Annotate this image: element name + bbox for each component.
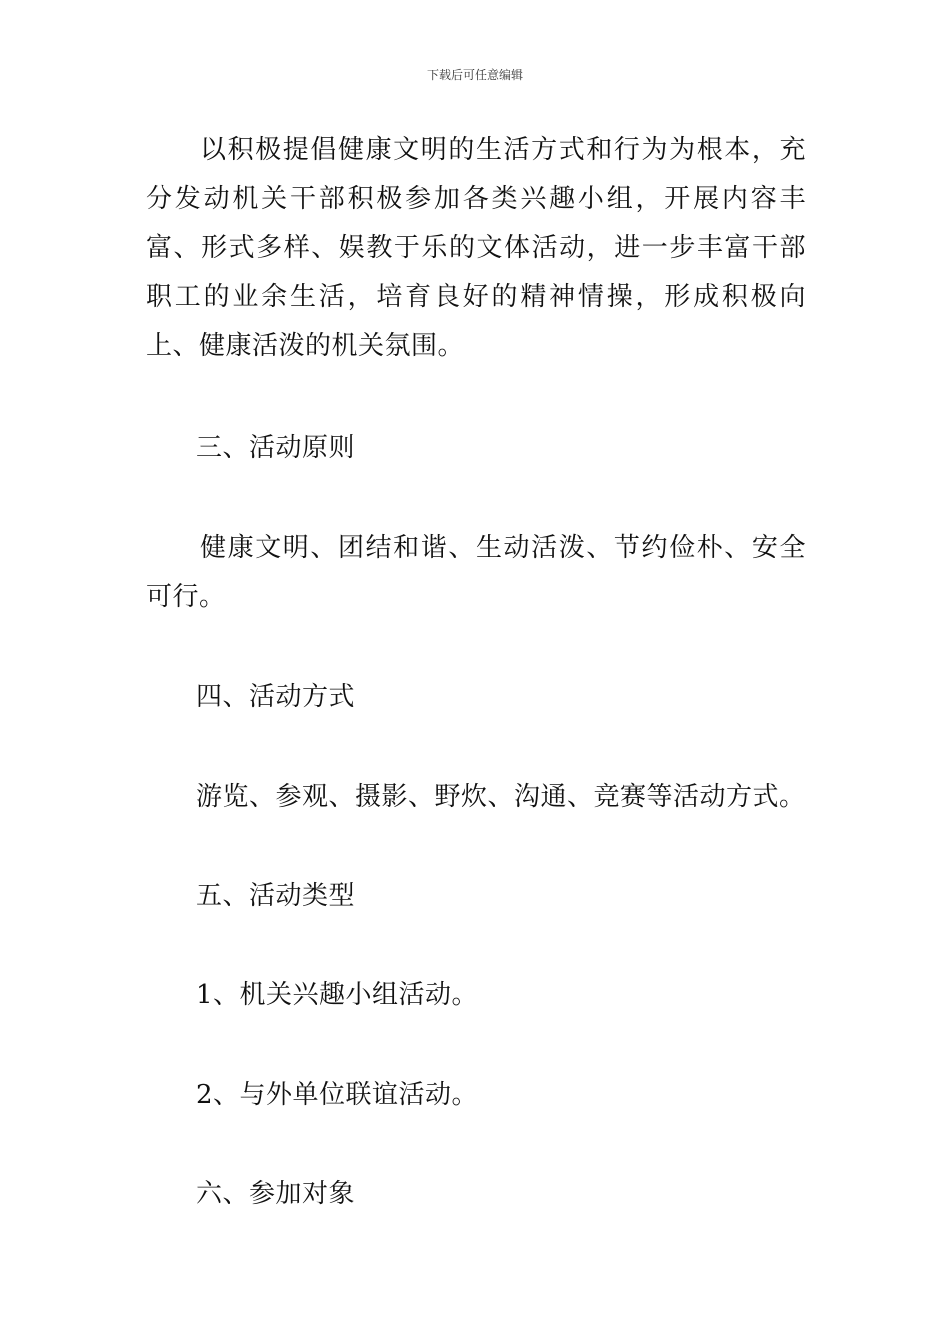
list-item-types-2: 2、与外单位联谊活动。: [196, 1080, 479, 1110]
principles-paragraph: 健康文明、团结和谐、生动活泼、节约俭朴、安全可行。: [146, 533, 806, 612]
intro-paragraph: 以积极提倡健康文明的生活方式和行为为根本，充分发动机关干部积极参加各类兴趣小组，开展内容丰富、形式多样、娱教于乐的文体活动，进一步丰富干部职工的业余生活，培育良好的精神情操，形成积极向上、健康活泼的机关氛围。: [146, 135, 806, 361]
section-heading-principles: 三、活动原则: [196, 433, 356, 463]
page-header-note: 下载后可任意编辑: [426, 68, 523, 82]
methods-paragraph: 游览、参观、摄影、野炊、沟通、竞赛等活动方式。: [196, 782, 806, 812]
section-heading-methods: 四、活动方式: [196, 682, 356, 712]
list-item-types-1: 1、机关兴趣小组活动。: [196, 980, 479, 1010]
section-heading-participants: 六、参加对象: [196, 1179, 356, 1209]
section-heading-types: 五、活动类型: [196, 881, 356, 911]
